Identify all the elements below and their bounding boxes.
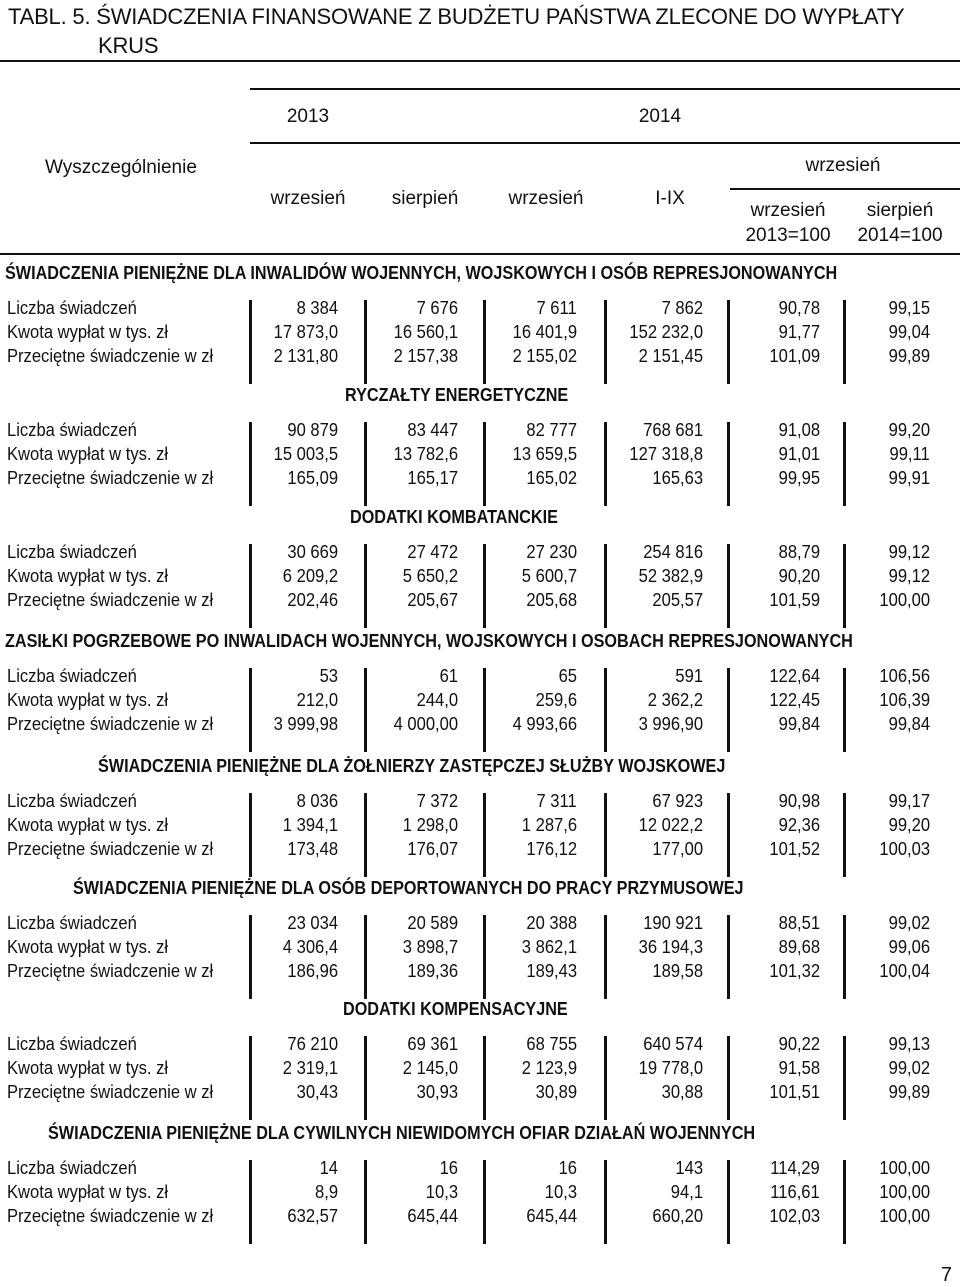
section-8-divider-1 [249, 1160, 252, 1244]
cell-value: 88,79 [778, 542, 820, 562]
cell-value: 127 318,8 [629, 444, 703, 464]
cell-value: 3 898,7 [402, 937, 458, 957]
cell-value: 189,43 [526, 961, 577, 981]
cell-value: 165,09 [287, 468, 338, 488]
row-label: Przeciętne świadczenie w zł [7, 1082, 214, 1102]
cell-value: 30,43 [296, 1082, 338, 1102]
section-7-divider-1 [249, 1036, 252, 1120]
cell-value: 30,88 [661, 1082, 703, 1102]
cell-value: 100,00 [879, 1158, 930, 1178]
cell-value: 100,04 [879, 961, 930, 981]
cell-value: 90,98 [778, 791, 820, 811]
cell-value: 101,52 [769, 839, 820, 859]
section-5-divider-2 [364, 793, 367, 877]
cell-value: 36 194,3 [638, 937, 703, 957]
cell-value: 99,02 [888, 913, 930, 933]
cell-value: 122,64 [769, 666, 820, 686]
section-5-divider-5 [727, 793, 730, 877]
section-title-4: ZASIŁKI POGRZEBOWE PO INWALIDACH WOJENNYCH, WOJSKOWYCH I OSOBACH REPRESJONOWANYCH [5, 631, 853, 651]
year-2013-header: 2013 [286, 106, 330, 127]
cell-value: 143 [675, 1158, 703, 1178]
cell-value: 640 574 [643, 1034, 703, 1054]
cell-value: 101,51 [769, 1082, 820, 1102]
cell-value: 1 287,6 [521, 815, 577, 835]
column-header-1: wrzesień [270, 188, 346, 209]
row-label: Kwota wypłat w tys. zł [7, 815, 169, 835]
cell-value: 2 157,38 [393, 346, 458, 366]
cell-value: 82 777 [526, 420, 577, 440]
section-7-divider-4 [604, 1036, 607, 1120]
section-5-divider-3 [483, 793, 486, 877]
cell-value: 83 447 [407, 420, 458, 440]
cell-value: 99,95 [778, 468, 820, 488]
cell-value: 205,67 [407, 590, 458, 610]
section-8-divider-4 [604, 1160, 607, 1244]
cell-value: 4 306,4 [282, 937, 338, 957]
cell-value: 99,15 [888, 298, 930, 318]
cell-value: 7 862 [661, 298, 703, 318]
cell-value: 65 [558, 666, 577, 686]
cell-value: 100,03 [879, 839, 930, 859]
section-4-divider-2 [364, 668, 367, 752]
section-1-divider-3 [483, 300, 486, 384]
cell-value: 101,09 [769, 346, 820, 366]
cell-value: 20 388 [526, 913, 577, 933]
cell-value: 13 659,5 [512, 444, 577, 464]
table-title [8, 2, 948, 60]
section-3-divider-2 [364, 544, 367, 628]
section-title-1: ŚWIADCZENIA PIENIĘŻNE DLA INWALIDÓW WOJENNYCH, WOJSKOWYCH I OSÓB REPRESJONOWANYCH [5, 263, 838, 283]
cell-value: 165,17 [407, 468, 458, 488]
row-label: Liczba świadczeń [7, 791, 137, 811]
cell-value: 5 650,2 [402, 566, 458, 586]
section-1-divider-2 [364, 300, 367, 384]
section-8-divider-5 [727, 1160, 730, 1244]
row-label: Przeciętne świadczenie w zł [7, 468, 214, 488]
cell-value: 7 611 [536, 298, 577, 318]
section-1-divider-4 [604, 300, 607, 384]
section-5-divider-6 [843, 793, 846, 877]
cell-value: 99,12 [888, 566, 930, 586]
section-4-divider-5 [727, 668, 730, 752]
cell-value: 106,39 [879, 690, 930, 710]
section-3-divider-3 [483, 544, 486, 628]
section-7-divider-5 [727, 1036, 730, 1120]
cell-value: 69 361 [407, 1034, 458, 1054]
cell-value: 76 210 [287, 1034, 338, 1054]
row-label: Liczba świadczeń [7, 1034, 137, 1054]
cell-value: 16 560,1 [393, 322, 458, 342]
column-header-6-base: 2014=100 [857, 225, 943, 246]
row-label: Przeciętne świadczenie w zł [7, 590, 214, 610]
cell-value: 92,36 [778, 815, 820, 835]
section-1-divider-6 [843, 300, 846, 384]
cell-value: 99,13 [888, 1034, 930, 1054]
cell-value: 2 155,02 [512, 346, 577, 366]
cell-value: 106,56 [879, 666, 930, 686]
cell-value: 99,20 [888, 815, 930, 835]
cell-value: 189,58 [652, 961, 703, 981]
cell-value: 768 681 [643, 420, 703, 440]
cell-value: 100,00 [879, 590, 930, 610]
cell-value: 30,89 [535, 1082, 577, 1102]
row-label: Liczba świadczeń [7, 1158, 137, 1178]
cell-value: 254 816 [643, 542, 703, 562]
cell-value: 52 382,9 [638, 566, 703, 586]
cell-value: 16 [558, 1158, 577, 1178]
cell-value: 20 589 [407, 913, 458, 933]
cell-value: 2 319,1 [282, 1058, 338, 1078]
row-label: Liczba świadczeń [7, 420, 137, 440]
cell-value: 114,29 [770, 1158, 820, 1178]
cell-value: 205,68 [526, 590, 577, 610]
cell-value: 3 999,98 [273, 714, 338, 734]
section-2-divider-4 [604, 422, 607, 506]
row-label: Przeciętne świadczenie w zł [7, 714, 214, 734]
cell-value: 68 755 [526, 1034, 577, 1054]
cell-value: 8 384 [296, 298, 338, 318]
section-title-3: DODATKI KOMBATANCKIE [350, 507, 558, 527]
cell-value: 152 232,0 [629, 322, 703, 342]
cell-value: 91,08 [778, 420, 820, 440]
cell-value: 99,11 [889, 444, 930, 464]
cell-value: 99,20 [888, 420, 930, 440]
cell-value: 7 372 [416, 791, 458, 811]
cell-value: 100,00 [879, 1206, 930, 1226]
cell-value: 90,22 [778, 1034, 820, 1054]
row-label: Kwota wypłat w tys. zł [7, 444, 169, 464]
cell-value: 7 311 [536, 791, 577, 811]
cell-value: 2 123,9 [521, 1058, 577, 1078]
row-label: Przeciętne świadczenie w zł [7, 346, 214, 366]
section-title-7: DODATKI KOMPENSACYJNE [343, 999, 568, 1019]
cell-value: 2 145,0 [402, 1058, 458, 1078]
cell-value: 1 298,0 [402, 815, 458, 835]
section-6-divider-4 [604, 915, 607, 999]
title-line-2: KRUS [98, 33, 159, 58]
row-label: Liczba świadczeń [7, 542, 137, 562]
cell-value: 99,84 [888, 714, 930, 734]
row-label: Przeciętne świadczenie w zł [7, 839, 214, 859]
section-5-divider-4 [604, 793, 607, 877]
cell-value: 176,12 [526, 839, 577, 859]
section-7-divider-3 [483, 1036, 486, 1120]
section-4-divider-3 [483, 668, 486, 752]
row-label: Przeciętne świadczenie w zł [7, 961, 214, 981]
cell-value: 10,3 [544, 1182, 577, 1202]
cell-value: 91,77 [778, 322, 820, 342]
cell-value: 27 230 [526, 542, 577, 562]
section-6-divider-5 [727, 915, 730, 999]
cell-value: 189,36 [407, 961, 458, 981]
section-3-divider-4 [604, 544, 607, 628]
cell-value: 645,44 [526, 1206, 577, 1226]
cell-value: 102,03 [769, 1206, 820, 1226]
header-rule-bottom [0, 253, 960, 255]
cell-value: 3 996,90 [638, 714, 703, 734]
cell-value: 4 000,00 [393, 714, 458, 734]
column-header-5: wrzesień [750, 200, 826, 221]
cell-value: 8 036 [296, 791, 338, 811]
cell-value: 99,91 [888, 468, 930, 488]
section-6-divider-1 [249, 915, 252, 999]
column-header-6: sierpień [866, 200, 934, 221]
row-label-header: Wyszczególnienie [45, 157, 197, 178]
cell-value: 90,20 [778, 566, 820, 586]
cell-value: 101,32 [769, 961, 820, 981]
section-title-2: RYCZAŁTY ENERGETYCZNE [345, 385, 569, 405]
row-label: Kwota wypłat w tys. zł [7, 322, 169, 342]
section-2-divider-3 [483, 422, 486, 506]
cell-value: 165,63 [652, 468, 703, 488]
row-label: Kwota wypłat w tys. zł [7, 566, 169, 586]
section-3-divider-1 [249, 544, 252, 628]
section-6-divider-6 [843, 915, 846, 999]
cell-value: 91,01 [778, 444, 820, 464]
cell-value: 99,84 [778, 714, 820, 734]
cell-value: 94,1 [670, 1182, 703, 1202]
section-3-divider-6 [843, 544, 846, 628]
row-label: Przeciętne świadczenie w zł [7, 1206, 214, 1226]
row-label: Liczba świadczeń [7, 913, 137, 933]
cell-value: 176,07 [407, 839, 458, 859]
index-group-header: wrzesień [805, 155, 881, 176]
cell-value: 30 669 [287, 542, 338, 562]
section-2-divider-6 [843, 422, 846, 506]
cell-value: 90,78 [778, 298, 820, 318]
cell-value: 4 993,66 [512, 714, 577, 734]
page-number: 7 [940, 1264, 952, 1286]
cell-value: 660,20 [652, 1206, 703, 1226]
cell-value: 14 [319, 1158, 338, 1178]
section-1-divider-5 [727, 300, 730, 384]
title-line-1: TABL. 5. ŚWIADCZENIA FINANSOWANE Z BUDŻETU PAŃSTWA ZLECONE DO WYPŁATY [8, 4, 905, 29]
section-4-divider-6 [843, 668, 846, 752]
row-label: Kwota wypłat w tys. zł [7, 1182, 169, 1202]
row-label: Kwota wypłat w tys. zł [7, 1058, 169, 1078]
header-rule-top [0, 60, 960, 62]
cell-value: 212,0 [296, 690, 338, 710]
section-2-divider-5 [727, 422, 730, 506]
cell-value: 53 [319, 666, 338, 686]
section-title-6: ŚWIADCZENIA PIENIĘŻNE DLA OSÓB DEPORTOWANYCH DO PRACY PRZYMUSOWEJ [73, 878, 744, 898]
cell-value: 101,59 [769, 590, 820, 610]
cell-value: 186,96 [287, 961, 338, 981]
cell-value: 91,58 [778, 1058, 820, 1078]
cell-value: 12 022,2 [638, 815, 703, 835]
section-7-divider-6 [843, 1036, 846, 1120]
section-8-divider-3 [483, 1160, 486, 1244]
cell-value: 99,12 [888, 542, 930, 562]
cell-value: 177,00 [652, 839, 703, 859]
cell-value: 15 003,5 [273, 444, 338, 464]
cell-value: 7 676 [416, 298, 458, 318]
cell-value: 99,17 [888, 791, 930, 811]
header-rule-years [250, 88, 960, 90]
section-2-divider-1 [249, 422, 252, 506]
cell-value: 13 782,6 [393, 444, 458, 464]
cell-value: 16 401,9 [512, 322, 577, 342]
cell-value: 17 873,0 [273, 322, 338, 342]
cell-value: 99,06 [888, 937, 930, 957]
cell-value: 116,61 [770, 1182, 820, 1202]
column-header-3: wrzesień [508, 188, 584, 209]
cell-value: 165,02 [526, 468, 577, 488]
section-title-8: ŚWIADCZENIA PIENIĘŻNE DLA CYWILNYCH NIEWIDOMYCH OFIAR DZIAŁAŃ WOJENNYCH [48, 1123, 756, 1143]
cell-value: 61 [439, 666, 458, 686]
cell-value: 99,89 [888, 1082, 930, 1102]
cell-value: 1 394,1 [282, 815, 338, 835]
row-label: Liczba świadczeń [7, 298, 137, 318]
section-4-divider-1 [249, 668, 252, 752]
cell-value: 2 151,45 [638, 346, 703, 366]
section-6-divider-3 [483, 915, 486, 999]
section-4-divider-4 [604, 668, 607, 752]
header-rule-months [250, 142, 960, 144]
cell-value: 122,45 [769, 690, 820, 710]
section-8-divider-2 [364, 1160, 367, 1244]
section-5-divider-1 [249, 793, 252, 877]
cell-value: 67 923 [652, 791, 703, 811]
cell-value: 6 209,2 [282, 566, 338, 586]
cell-value: 19 778,0 [638, 1058, 703, 1078]
section-3-divider-5 [727, 544, 730, 628]
year-2014-header: 2014 [638, 106, 682, 127]
cell-value: 645,44 [407, 1206, 458, 1226]
row-label: Liczba świadczeń [7, 666, 137, 686]
section-2-divider-2 [364, 422, 367, 506]
section-title-5: ŚWIADCZENIA PIENIĘŻNE DLA ŻOŁNIERZY ZASTĘPCZEJ SŁUŻBY WOJSKOWEJ [98, 756, 726, 776]
cell-value: 99,02 [888, 1058, 930, 1078]
row-label: Kwota wypłat w tys. zł [7, 937, 169, 957]
row-label: Kwota wypłat w tys. zł [7, 690, 169, 710]
cell-value: 89,68 [778, 937, 820, 957]
column-header-5-base: 2013=100 [745, 225, 831, 246]
cell-value: 632,57 [287, 1206, 338, 1226]
cell-value: 205,57 [652, 590, 703, 610]
cell-value: 8,9 [314, 1182, 338, 1202]
cell-value: 30,93 [416, 1082, 458, 1102]
cell-value: 173,48 [287, 839, 338, 859]
section-7-divider-2 [364, 1036, 367, 1120]
column-header-2: sierpień [391, 188, 459, 209]
cell-value: 202,46 [287, 590, 338, 610]
cell-value: 244,0 [416, 690, 458, 710]
cell-value: 16 [439, 1158, 458, 1178]
cell-value: 2 131,80 [273, 346, 338, 366]
cell-value: 5 600,7 [521, 566, 577, 586]
cell-value: 591 [675, 666, 703, 686]
cell-value: 2 362,2 [647, 690, 703, 710]
cell-value: 3 862,1 [521, 937, 577, 957]
cell-value: 27 472 [407, 542, 458, 562]
section-1-divider-1 [249, 300, 252, 384]
section-8-divider-6 [843, 1160, 846, 1244]
cell-value: 88,51 [778, 913, 820, 933]
cell-value: 90 879 [287, 420, 338, 440]
column-header-4: I-IX [655, 188, 685, 209]
cell-value: 23 034 [287, 913, 338, 933]
cell-value: 10,3 [425, 1182, 458, 1202]
cell-value: 259,6 [535, 690, 577, 710]
header-rule-index [730, 188, 960, 190]
cell-value: 99,89 [888, 346, 930, 366]
cell-value: 190 921 [643, 913, 703, 933]
cell-value: 100,00 [879, 1182, 930, 1202]
cell-value: 99,04 [888, 322, 930, 342]
section-6-divider-2 [364, 915, 367, 999]
